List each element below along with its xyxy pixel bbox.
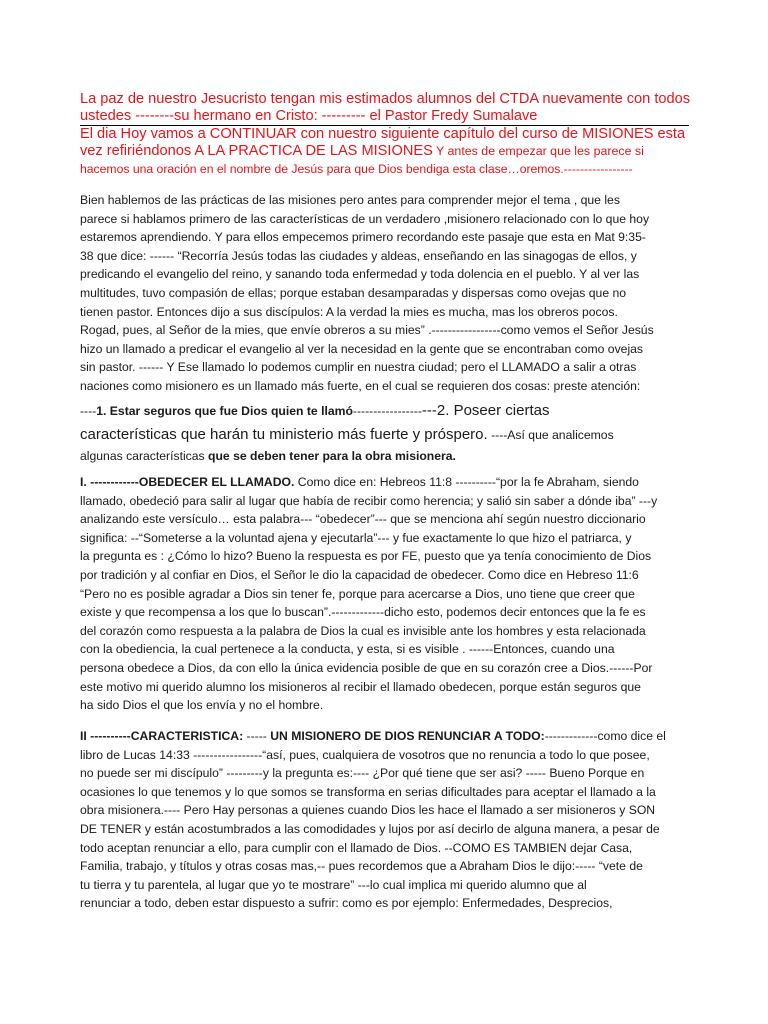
paragraph-line: libro de Lucas 14:33 -----------------“así, pues, cualquiera de vosotros que no renuncia a todo lo que posee, — [80, 747, 650, 762]
paragraph-line: por tradición y al confiar en Dios, el Señor le dio la capacidad de obedecer. Como dice en Hebreso 11:6 — [80, 567, 639, 582]
paragraph-line: obra misionera.---- Pero Hay personas a quienes cuando Dios les hace el llamado a ser misioneros y SON — [80, 803, 656, 818]
intro-block — [80, 126, 700, 178]
paragraph-line: la pregunta es : ¿Cómo lo hizo? Bueno la respuesta es por FE, puesto que ya tenía conocimiento de Dios — [80, 549, 652, 564]
dash-prefix: ---- — [80, 404, 97, 418]
paragraph-line: 38 que dice: ------ “Recorría Jesús todas las ciudades y aldeas, enseñando en las sinagogas de ellos, y — [80, 248, 637, 263]
section-obedecer — [80, 473, 704, 715]
paragraph-line: no puede ser mi discípulo” ---------y la pregunta es:---- ¿Por qué tiene que ser asi? ----- Bueno Porque en — [80, 766, 645, 781]
paragraph-line: predicando el evangelio del reino, y sanando toda enfermedad y toda dolencia en el pueblo. Y al ver las — [80, 267, 640, 282]
paragraph-line: sin pastor. ------ Y Ese llamado lo podemos cumplir en nuestra ciudad; pero el LLAMADO a salir a otras — [80, 360, 637, 375]
paragraph-line: ocasiones lo que tenemos y lo que somos se transforma en serias dificultades para aceptar el llamado a la — [80, 784, 656, 799]
dash-suffix: ----------------- — [352, 404, 422, 418]
paragraph-line: analizando este versículo… esta palabra--- “obedecer”--- que se menciona ahí según nuestro diccionario — [80, 512, 646, 527]
section-heading-rest: -------------como dice el — [544, 729, 666, 743]
paragraph-line: todo aceptan renunciar a ello, para cumplir con el llamado de Dios. --COMO ES TAMBIEN dejar Casa, — [80, 840, 633, 855]
paragraph-line: Familia, trabajo, y títulos y otras cosas mas,-- pues recordemos que a Abraham Dios le dijo:----- “vete de — [80, 859, 643, 874]
characteristics-bold: que se deben tener para la obra misionera. — [208, 449, 456, 463]
paragraph-intro — [80, 191, 704, 396]
key-point-line-2 — [80, 422, 704, 447]
section-number: I. ------------ — [80, 475, 139, 489]
section-title: UN MISIONERO DE DIOS RENUNCIAR A TODO: — [270, 729, 545, 743]
paragraph-line: estaremos aprendiendo. Y para ellos empecemos primero recordando este pasaje que esta en Mat 9:35- — [80, 230, 646, 245]
paragraph-line: del corazón como respuesta a la palabra de Dios la cual es invisible ante los hombres y esta relacionada — [80, 623, 646, 638]
point-one: 1. Estar seguros que fue Dios quien te llamó — [96, 404, 353, 418]
paragraph-line: hizo un llamado a predicar el evangelio al ver la necesidad en la gente que se encontraban como ovejas — [80, 341, 644, 356]
paragraph-line: multitudes, tuvo compasión de ellas; porque estaban desamparadas y dispersas como ovejas que no — [80, 285, 627, 300]
paragraph-line: renunciar a todo, deben estar dispuesto a sufrir: como es por ejemplo: Enfermedades, Desprecios, — [80, 896, 613, 911]
intro-line-2-tail: Y antes de empezar que les parece si — [432, 144, 644, 158]
section-number: II ---------- — [80, 729, 131, 743]
key-point-line-3 — [80, 447, 704, 466]
intro-line-1: El dia Hoy vamos a CONTINUAR con nuestro siguiente capítulo del curso de MISIONES esta — [80, 126, 686, 142]
greeting-line-2: ustedes --------su hermano en Cristo: --------- el Pastor Fredy Sumalave — [80, 108, 538, 124]
key-points — [80, 400, 704, 466]
paragraph-line: parece si hablamos primero de las características de un verdadero ,misionero relacionado con lo que hoy — [80, 211, 650, 226]
point-two-end: características que harán tu ministerio más fuerte y próspero. — [80, 426, 488, 443]
paragraph-line: tienen pastor. Entonces dijo a sus discípulos: A la verdad la mies es mucha, mas los obreros pocos. — [80, 304, 618, 319]
paragraph-line: persona obedece a Dios, da con ello la única evidencia posible de que en su corazón cree a Dios.------Por — [80, 660, 653, 675]
paragraph-line: ha sido Dios el que los envía y no el hombre. — [80, 698, 324, 713]
paragraph-line: existe y que recompensa a los que lo buscan”.-------------dicho esto, podemos decir entonces que la fe es — [80, 605, 646, 620]
characteristics-text: algunas características — [80, 449, 209, 463]
paragraph-line: Bien hablemos de las prácticas de las misiones pero antes para comprender mejor el tema , que les — [80, 193, 620, 207]
section-heading-rest: Como dice en: Hebreos 11:8 ----------“por la fe Abraham, siendo — [294, 475, 639, 489]
heading-separator: ----- — [243, 729, 271, 743]
section-label: CARACTERISTICA: — [130, 729, 244, 743]
intro-line-3: hacemos una oración en el nombre de Jesús para que Dios bendiga esta clase…oremos.----------------- — [80, 162, 633, 176]
intro-line-2 — [80, 143, 700, 160]
greeting-header — [80, 91, 700, 125]
section-heading — [80, 473, 704, 492]
paragraph-line: Rogad, pues, al Señor de la mies, que envíe obreros a su mies” .-----------------como vemos el Señor Jesús — [80, 323, 654, 338]
paragraph-line: naciones como misionero es un llamado más fuerte, en el cual se requieren dos cosas: preste atención: — [80, 378, 641, 393]
paragraph-line: llamado, obedeció para salir al lugar que había de recibir como herencia; y salió sin saber a dónde iba” ---y — [80, 493, 658, 508]
section-renunciar — [80, 727, 704, 913]
point-two-start: ---2. Poseer ciertas — [421, 402, 550, 419]
greeting-line-1: La paz de nuestro Jesucristo tengan mis estimados alumnos del CTDA nuevamente con todos — [80, 91, 691, 107]
paragraph-line: este motivo mi querido alumno los misioneros al recibir el llamado obedecen, porque están seguros que — [80, 679, 641, 694]
paragraph-line: “Pero no es posible agradar a Dios sin tener fe, porque para acercarse a Dios, uno tiene que creer que — [80, 586, 635, 601]
paragraph-line: DE TENER y están acostumbrados a las comodidades y lujos por así decirlo de alguna manera, a pesar de — [80, 821, 660, 836]
intro-line-2-main: vez refiriéndonos A LA PRACTICA DE LAS MISIONES — [80, 143, 433, 159]
analysis-lead: ----Así que analicemos — [487, 428, 614, 442]
paragraph-line: con la obediencia, la cual pertenece a la conducta, y esta, si es visible . ------Entonces, cuando una — [80, 642, 615, 657]
paragraph-line: tu tierra y tu parentela, al lugar que yo te mostrare” ---lo cual implica mi querido alumno que al — [80, 877, 587, 892]
paragraph-line: significa: --“Someterse a la voluntad ajena y ejecutarla”--- y fue exactamente lo que hizo el patriarca, y — [80, 530, 632, 545]
section-heading — [80, 727, 704, 746]
section-title: OBEDECER EL LLAMADO. — [138, 475, 295, 489]
key-point-line-1 — [80, 400, 704, 422]
